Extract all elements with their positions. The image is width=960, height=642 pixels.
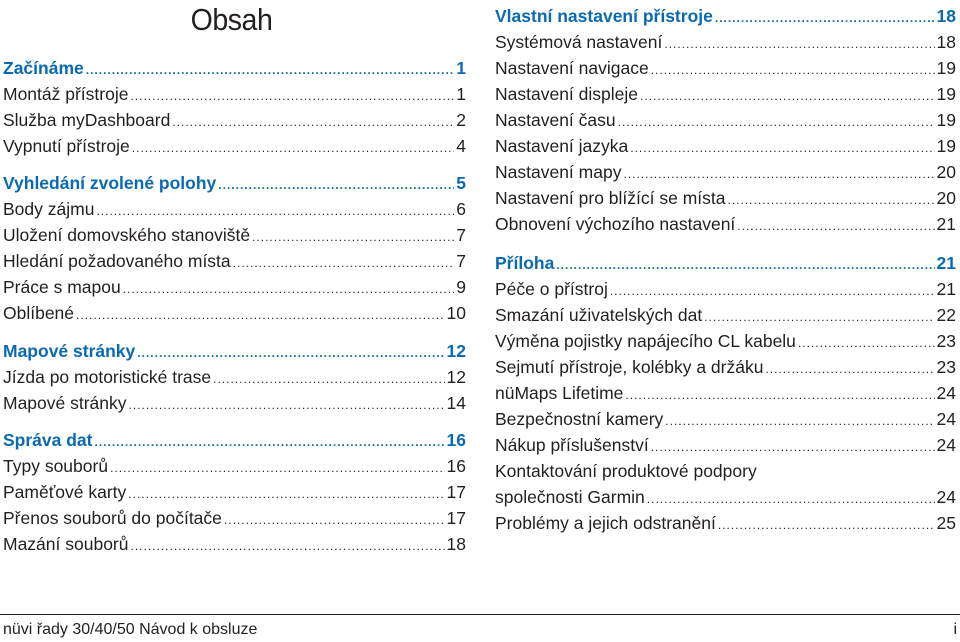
- toc-page-number: 20: [936, 162, 956, 182]
- toc-heading-label: Mapové stránky: [3, 341, 136, 361]
- dot-leader: [129, 392, 445, 418]
- toc-entry[interactable]: [495, 81, 956, 107]
- dot-leader: [715, 5, 935, 31]
- dot-leader: [218, 172, 454, 198]
- toc-entry[interactable]: [495, 159, 956, 185]
- toc-page-number: 18: [446, 534, 466, 554]
- toc-heading[interactable]: [3, 427, 466, 453]
- dot-leader: [131, 533, 445, 559]
- dot-leader: [630, 135, 934, 161]
- toc-entry-label: Smazání uživatelských dat: [495, 305, 703, 325]
- toc-entry-label: Nastavení displeje: [495, 84, 638, 104]
- dot-leader: [213, 366, 444, 392]
- toc-page-number: 5: [456, 173, 466, 193]
- toc-entry[interactable]: [3, 531, 466, 557]
- toc-entry-label: Nastavení pro blížící se místa: [495, 188, 726, 208]
- dot-leader: [94, 429, 444, 455]
- toc-entry[interactable]: [3, 453, 466, 479]
- toc-entry-label: Práce s mapou: [3, 277, 121, 297]
- dot-leader: [233, 250, 455, 276]
- toc-entry-label: Hledání požadovaného místa: [3, 251, 231, 271]
- dot-leader: [132, 135, 454, 161]
- toc-page-number: 20: [936, 188, 956, 208]
- toc-entry-label: Nastavení jazyka: [495, 136, 629, 156]
- toc-heading-label: Správa dat: [3, 430, 93, 450]
- dot-leader: [86, 57, 455, 83]
- toc-entry-label: Vypnutí přístroje: [3, 136, 130, 156]
- toc-entry-label: Obnovení výchozího nastavení: [495, 214, 736, 234]
- toc-page-number: 19: [936, 84, 956, 104]
- toc-page-number: 12: [446, 341, 466, 361]
- toc-page-number: 1: [456, 58, 466, 78]
- toc-entry-label: Služba myDashboard: [3, 110, 171, 130]
- dot-leader: [110, 455, 444, 481]
- toc-heading-label: Příloha: [495, 253, 555, 273]
- toc-heading[interactable]: [495, 3, 956, 29]
- toc-entry-label: Jízda po motoristické trase: [3, 367, 212, 387]
- toc-page-number: 23: [936, 357, 956, 377]
- toc-entry-label: Kontaktování produktové podpory: [495, 461, 757, 481]
- toc-heading[interactable]: [3, 170, 466, 196]
- toc-entry[interactable]: [3, 300, 466, 326]
- toc-entry[interactable]: [3, 390, 466, 416]
- dot-leader: [651, 434, 935, 460]
- toc-entry-first-line[interactable]: [495, 458, 956, 484]
- dot-leader: [618, 109, 935, 135]
- toc-section-zaciname: [3, 55, 466, 159]
- toc-entry[interactable]: [495, 185, 956, 211]
- toc-page-number: 10: [446, 303, 466, 323]
- toc-entry[interactable]: [3, 222, 466, 248]
- toc-page-number: 25: [936, 513, 956, 533]
- toc-entry[interactable]: [495, 406, 956, 432]
- toc-entry[interactable]: [3, 81, 466, 107]
- toc-entry[interactable]: [3, 274, 466, 300]
- toc-heading[interactable]: [3, 338, 466, 364]
- dot-leader: [137, 340, 444, 366]
- dot-leader: [737, 213, 934, 239]
- toc-page-number: 24: [936, 487, 956, 507]
- toc-page-number: 16: [446, 456, 466, 476]
- dot-leader: [765, 356, 934, 382]
- footer-page-number: i: [953, 621, 957, 638]
- toc-entry[interactable]: [3, 248, 466, 274]
- toc-page-number: 18: [936, 6, 956, 26]
- toc-section-sprava-dat: [3, 427, 466, 557]
- dot-leader: [625, 382, 934, 408]
- toc-entry[interactable]: [495, 29, 956, 55]
- dot-leader: [728, 187, 935, 213]
- toc-entry[interactable]: [495, 107, 956, 133]
- toc-entry-label: Body zájmu: [3, 199, 95, 219]
- dot-leader: [610, 278, 935, 304]
- toc-page-number: 24: [936, 409, 956, 429]
- toc-heading-label: Začínáme: [3, 58, 84, 78]
- toc-entry-label: Výměna pojistky napájecího CL kabelu: [495, 331, 796, 351]
- dot-leader: [224, 507, 445, 533]
- toc-entry-label: Nastavení navigace: [495, 58, 649, 78]
- dot-leader: [664, 31, 934, 57]
- dot-leader: [76, 302, 445, 328]
- toc-entry[interactable]: [495, 432, 956, 458]
- toc-entry-label: Nákup příslušenství: [495, 435, 649, 455]
- dot-leader: [651, 57, 935, 83]
- toc-entry[interactable]: [495, 484, 956, 510]
- toc-page-number: 1: [456, 84, 466, 104]
- toc-page-number: 19: [936, 110, 956, 130]
- toc-page-number: 19: [936, 136, 956, 156]
- toc-page-number: 19: [936, 58, 956, 78]
- dot-leader: [96, 198, 454, 224]
- dot-leader: [172, 109, 454, 135]
- dot-leader: [123, 276, 455, 302]
- toc-entry[interactable]: [495, 354, 956, 380]
- toc-page-number: 22: [936, 305, 956, 325]
- toc-entry[interactable]: [495, 276, 956, 302]
- toc-section-vyhledani: [3, 170, 466, 326]
- toc-heading[interactable]: [495, 250, 956, 276]
- toc-page-number: 4: [456, 136, 466, 156]
- toc-page-number: 16: [446, 430, 466, 450]
- toc-page-number: 21: [936, 253, 956, 273]
- footer-manual-title: nüvi řady 30/40/50 Návod k obsluze: [3, 621, 258, 638]
- dot-leader: [640, 83, 935, 109]
- toc-section-vlastni-nastaveni: [495, 3, 956, 237]
- toc-entry[interactable]: [495, 302, 956, 328]
- toc-entry-label: Sejmutí přístroje, kolébky a držáku: [495, 357, 764, 377]
- toc-page-number: 9: [456, 277, 466, 297]
- toc-entry-label: Typy souborů: [3, 456, 109, 476]
- toc-page-number: 18: [936, 32, 956, 52]
- dot-leader: [252, 224, 454, 250]
- toc-entry-label: nüMaps Lifetime: [495, 383, 624, 403]
- toc-section-mapove-stranky: [3, 338, 466, 416]
- toc-entry-label: Uložení domovského stanoviště: [3, 225, 251, 245]
- toc-entry-label: Mazání souborů: [3, 534, 129, 554]
- toc-page-number: 6: [456, 199, 466, 219]
- dot-leader: [647, 486, 935, 512]
- toc-entry[interactable]: [495, 510, 956, 536]
- toc-entry[interactable]: [3, 107, 466, 133]
- dot-leader: [128, 481, 444, 507]
- toc-entry[interactable]: [495, 380, 956, 406]
- toc-entry[interactable]: [3, 364, 466, 390]
- toc-entry-label: Problémy a jejich odstranění: [495, 513, 716, 533]
- dot-leader: [130, 83, 454, 109]
- dot-leader: [665, 408, 934, 434]
- toc-page-number: 21: [936, 214, 956, 234]
- dot-leader: [556, 252, 934, 278]
- toc-heading-label: Vyhledání zvolené polohy: [3, 173, 217, 193]
- toc-entry-label: Bezpečnostní kamery: [495, 409, 664, 429]
- toc-entry-label: Přenos souborů do počítače: [3, 508, 222, 528]
- dot-leader: [623, 161, 934, 187]
- toc-page-number: 17: [446, 482, 466, 502]
- toc-entry-label: Systémová nastavení: [495, 32, 663, 52]
- toc-section-priloha: [495, 250, 956, 536]
- toc-page-number: 14: [446, 393, 466, 413]
- toc-entry-label: Oblíbené: [3, 303, 75, 323]
- toc-entry[interactable]: [495, 133, 956, 159]
- toc-entry-label: společnosti Garmin: [495, 487, 645, 507]
- toc-entry-label: Péče o přístroj: [495, 279, 608, 299]
- toc-heading[interactable]: [3, 55, 466, 81]
- toc-page-number: 7: [456, 225, 466, 245]
- toc-entry-label: Mapové stránky: [3, 393, 127, 413]
- toc-entry[interactable]: [495, 328, 956, 354]
- footer-divider: [0, 614, 960, 615]
- toc-entry[interactable]: [3, 505, 466, 531]
- toc-entry-label: Paměťové karty: [3, 482, 127, 502]
- toc-entry[interactable]: [495, 55, 956, 81]
- toc-page-number: 24: [936, 435, 956, 455]
- toc-page-number: 17: [446, 508, 466, 528]
- toc-page-number: 23: [936, 331, 956, 351]
- toc-entry[interactable]: [3, 196, 466, 222]
- toc-page-number: 7: [456, 251, 466, 271]
- toc-page-number: 24: [936, 383, 956, 403]
- toc-entry[interactable]: [495, 211, 956, 237]
- dot-leader: [704, 304, 934, 330]
- toc-page-number: 21: [936, 279, 956, 299]
- dot-leader: [718, 512, 935, 538]
- page-title: Obsah: [190, 2, 273, 37]
- toc-entry-label: Montáž přístroje: [3, 84, 129, 104]
- toc-page-number: 2: [456, 110, 466, 130]
- toc-entry[interactable]: [3, 479, 466, 505]
- toc-entry[interactable]: [3, 133, 466, 159]
- toc-page-number: 12: [446, 367, 466, 387]
- toc-entry-label: Nastavení času: [495, 110, 616, 130]
- dot-leader: [798, 330, 935, 356]
- toc-entry-label: Nastavení mapy: [495, 162, 622, 182]
- toc-heading-label: Vlastní nastavení přístroje: [495, 6, 713, 26]
